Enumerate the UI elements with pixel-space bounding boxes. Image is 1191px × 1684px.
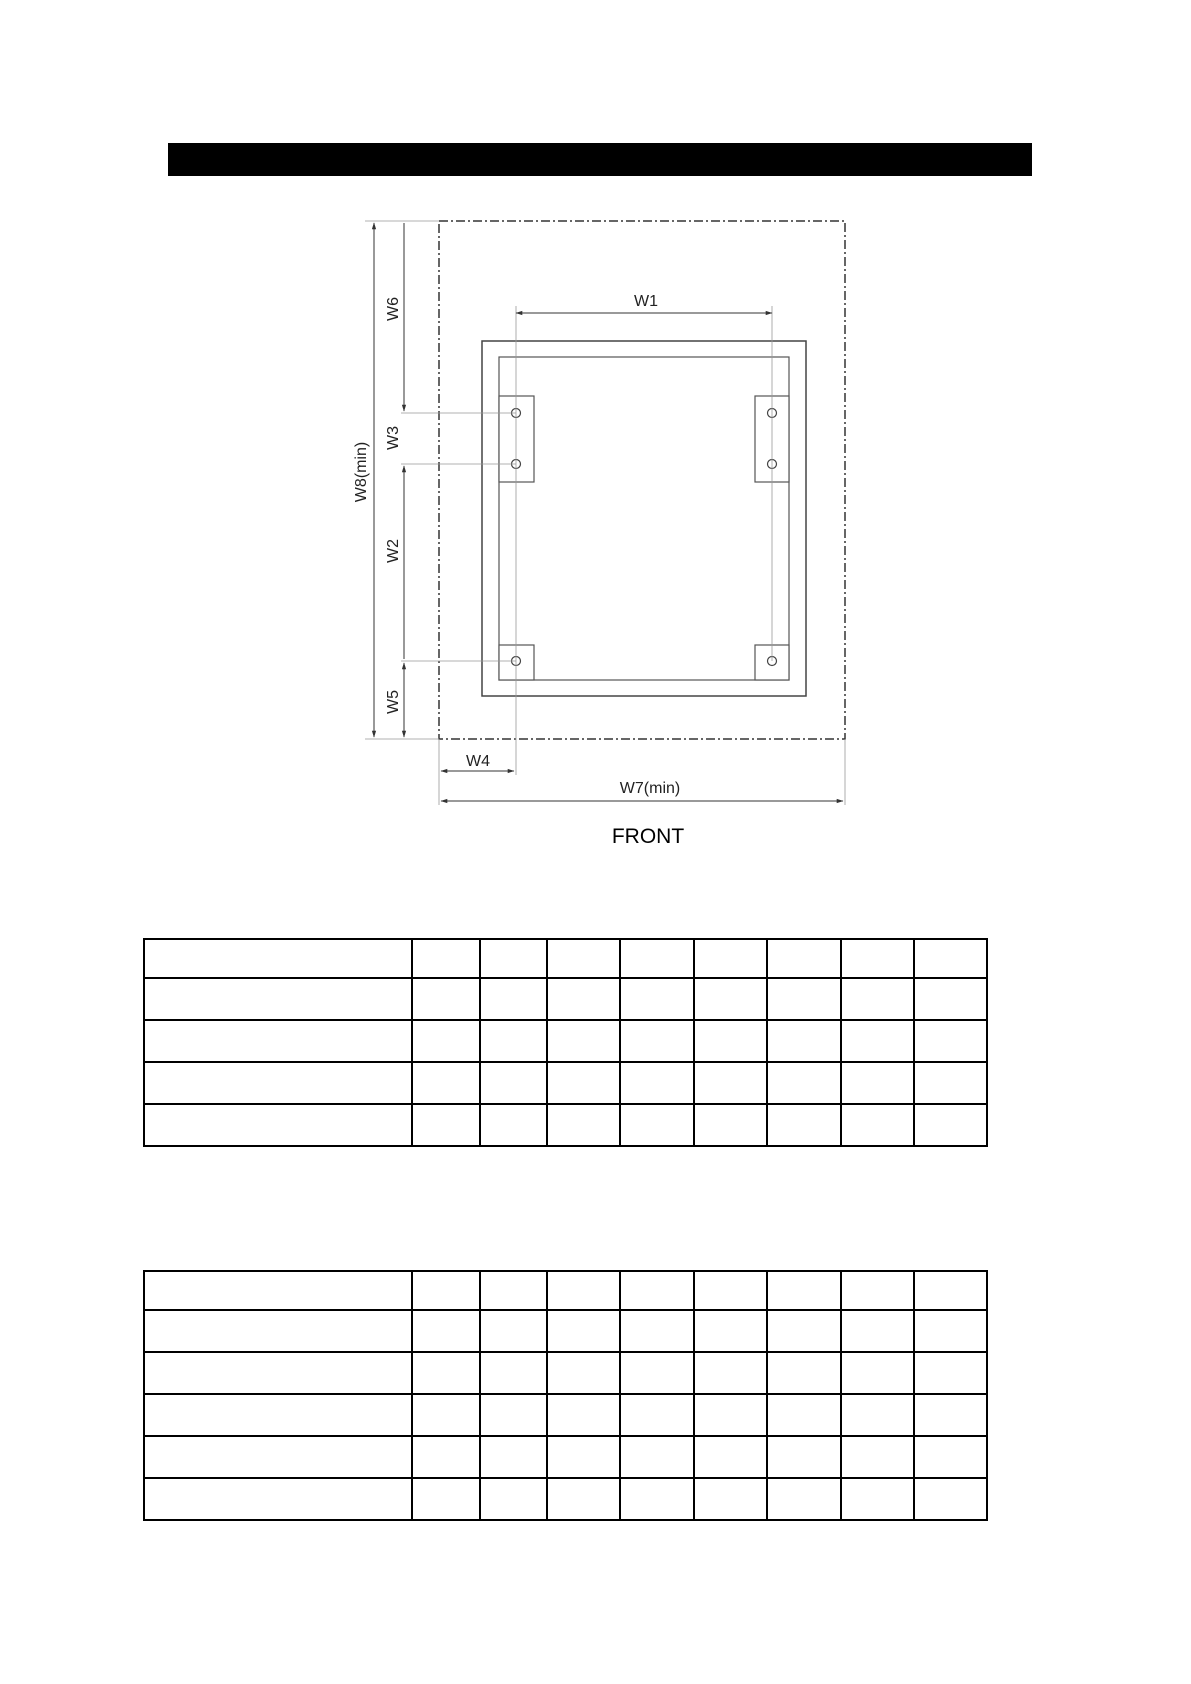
table-cell [144,1020,412,1062]
table-cell [914,1062,987,1104]
table-cell [767,939,841,978]
dimension-table-1 [143,938,988,1147]
table-cell [620,1394,694,1436]
table-cell [694,1352,767,1394]
table-cell [914,1271,987,1310]
table-cell [412,1104,480,1146]
table-cell [914,1478,987,1520]
table-cell [914,978,987,1020]
table-cell [767,1062,841,1104]
dim-label-w1: W1 [634,293,658,310]
table-cell [620,1478,694,1520]
table-row [144,1310,987,1352]
table-cell [694,1310,767,1352]
dim-label-w2: W2 [385,539,402,563]
table-row [144,1271,987,1310]
table-cell [694,1478,767,1520]
table-cell [480,1271,547,1310]
dimension-lines [374,223,843,801]
table-cell [767,1104,841,1146]
table-row [144,1394,987,1436]
table-cell [480,1020,547,1062]
table-cell [412,1020,480,1062]
table-cell [694,939,767,978]
table-cell [841,1352,914,1394]
table-cell [480,1436,547,1478]
dim-label-w7: W7(min) [619,780,681,797]
table-cell [767,1394,841,1436]
table-body [144,1271,987,1520]
table-cell [914,1436,987,1478]
table-cell [144,1478,412,1520]
table-cell [547,939,620,978]
table-row [144,1104,987,1146]
table-cell [412,1310,480,1352]
table-cell [914,1104,987,1146]
table-cell [914,1394,987,1436]
table-cell [694,1394,767,1436]
table-cell [694,1062,767,1104]
table-cell [767,1310,841,1352]
enclosure-outer [482,341,806,696]
enclosure-inner [499,357,789,680]
table-cell [841,978,914,1020]
table-cell [144,1062,412,1104]
table-cell [694,1020,767,1062]
dimension-table-2 [143,1270,988,1521]
table-body [144,939,987,1146]
table-cell [767,1478,841,1520]
table-cell [767,1436,841,1478]
table-cell [547,1271,620,1310]
table-cell [767,1271,841,1310]
table-cell [620,1062,694,1104]
table-cell [620,1310,694,1352]
dim-label-w5: W5 [385,690,402,714]
table-cell [841,1394,914,1436]
dim-label-w6: W6 [385,297,402,321]
table-row [144,978,987,1020]
table-cell [144,1271,412,1310]
table-cell [547,978,620,1020]
table-cell [547,1310,620,1352]
table-cell [914,939,987,978]
table-cell [144,1352,412,1394]
table-cell [480,939,547,978]
table-cell [841,1020,914,1062]
table-cell [841,1310,914,1352]
table-cell [144,1104,412,1146]
table-cell [144,1310,412,1352]
table-cell [412,1271,480,1310]
table-cell [412,939,480,978]
table-row [144,1436,987,1478]
table-cell [767,1020,841,1062]
table-cell [412,1062,480,1104]
table-cell [480,1104,547,1146]
table-cell [412,1394,480,1436]
dim-label-w4: W4 [466,753,490,770]
table-cell [547,1020,620,1062]
table-row [144,1062,987,1104]
table-cell [620,1020,694,1062]
table-cell [767,1352,841,1394]
table-cell [547,1352,620,1394]
table-cell [620,1271,694,1310]
table-cell [620,978,694,1020]
extension-lines [365,221,845,805]
table-cell [914,1352,987,1394]
table-cell [914,1310,987,1352]
table-cell [841,1104,914,1146]
table-cell [480,1394,547,1436]
table-cell [620,1104,694,1146]
table-cell [480,1478,547,1520]
table-cell [412,1352,480,1394]
table-row [144,1352,987,1394]
table-cell [144,1436,412,1478]
table-cell [412,1478,480,1520]
table-cell [841,939,914,978]
table-cell [914,1020,987,1062]
table-cell [620,1352,694,1394]
table-row [144,1020,987,1062]
dim-label-w3: W3 [385,426,402,450]
table-cell [144,939,412,978]
table-cell [841,1271,914,1310]
table-cell [841,1478,914,1520]
table-cell [480,978,547,1020]
table-cell [620,939,694,978]
table-cell [547,1478,620,1520]
table-cell [144,978,412,1020]
table-cell [767,978,841,1020]
table-cell [620,1436,694,1478]
table-cell [694,1104,767,1146]
table-cell [412,978,480,1020]
table-cell [694,978,767,1020]
table-cell [480,1310,547,1352]
table-cell [547,1436,620,1478]
table-cell [547,1104,620,1146]
table-cell [480,1062,547,1104]
table-cell [694,1271,767,1310]
table-row [144,1478,987,1520]
table-cell [480,1352,547,1394]
table-cell [144,1394,412,1436]
table-cell [841,1436,914,1478]
table-cell [547,1394,620,1436]
table-cell [547,1062,620,1104]
table-cell [841,1062,914,1104]
table-cell [412,1436,480,1478]
front-view-label: FRONT [611,825,685,848]
dim-label-w8: W8(min) [353,441,370,503]
table-cell [694,1436,767,1478]
table-row [144,939,987,978]
